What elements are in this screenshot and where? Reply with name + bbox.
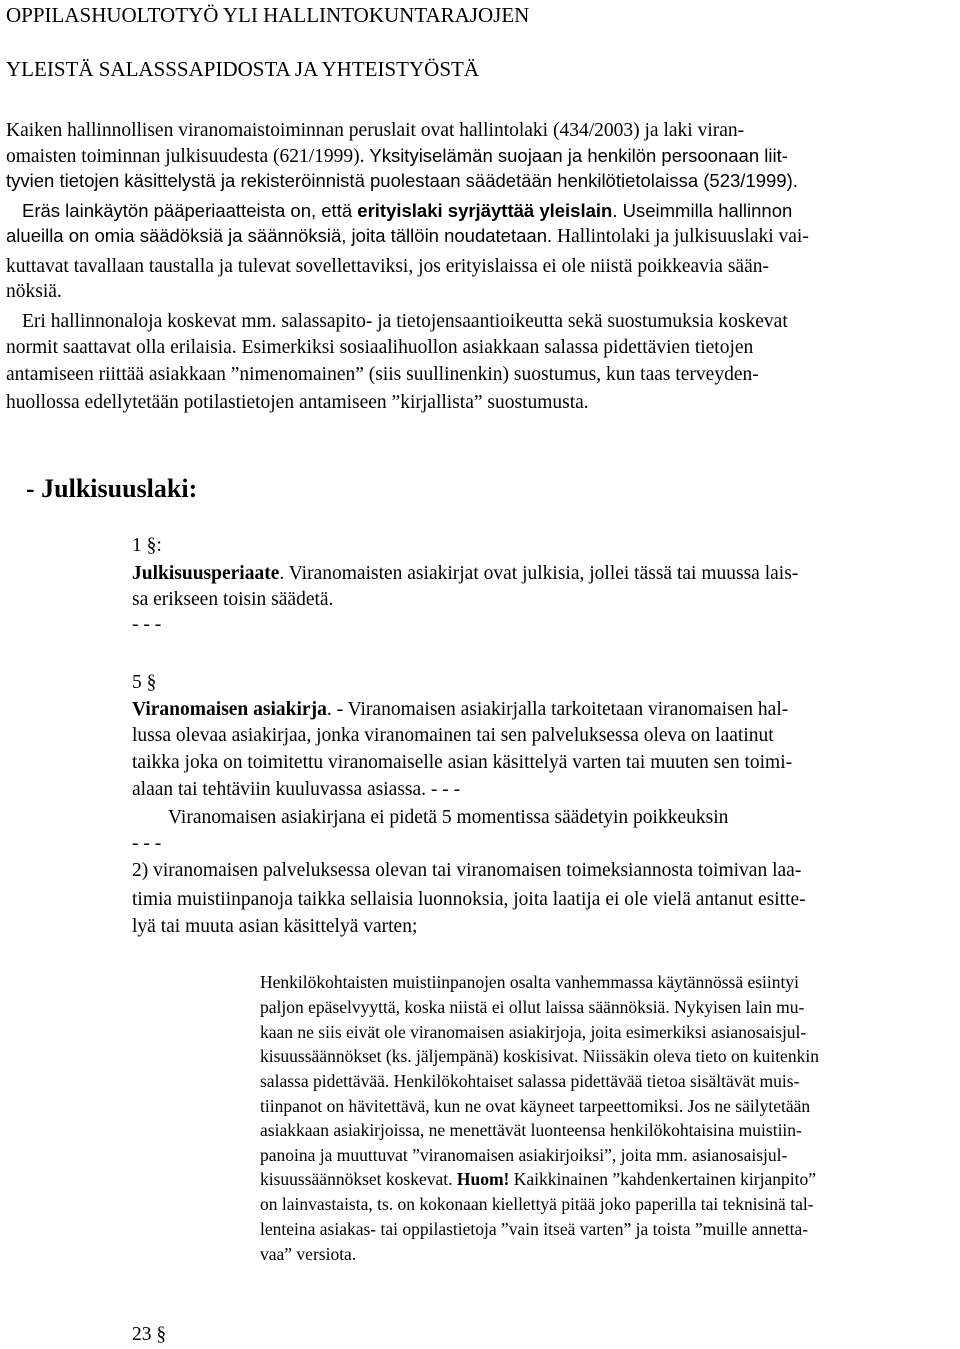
section-text: Viranomaisen asiakirjana ei pidetä 5 momentissa säädetyin poikkeuksin	[168, 807, 729, 828]
note-line: vaa” versiota.	[260, 1244, 357, 1264]
intro-line: kuttavat tavallaan taustalla ja tulevat sovellettaviksi, jos erityislaissa ei ole niistä poikkeavia sään-	[6, 256, 769, 277]
paragraph-line: normit saattavat olla erilaisia. Esimerkiksi sosiaalihuollon asiakkaan salassa pidettävien tietojen	[6, 337, 754, 358]
paragraph-line: huollossa edellytetään potilastietojen antamiseen ”kirjallista” suostumusta.	[6, 392, 589, 413]
section-number: 23 §	[132, 1324, 167, 1345]
section-text: taikka joka on toimitettu viranomaiselle asian käsittelyä varten tai muuten sen toimi-	[132, 752, 793, 773]
intro-line: Kaiken hallinnollisen viranomaistoiminnan peruslait ovat hallintolaki (434/2003) ja laki viran-	[6, 120, 745, 141]
note-line: kisuussäännökset (ks. jäljempänä) koskisivat. Niissäkin oleva tieto on kuitenkin	[260, 1046, 819, 1066]
section-heading: - Julkisuuslaki:	[26, 474, 198, 503]
note-line: Henkilökohtaisten muistiinpanojen osalta vanhemmassa käytännössä esiintyi	[260, 972, 799, 992]
section-text: lussa olevaa asiakirjaa, jonka viranomainen tai sen palveluksessa oleva on laatinut	[132, 725, 774, 746]
note-line: kisuussäännökset koskevat. Huom! Kaikkinainen ”kahdenkertainen kirjanpito”	[260, 1169, 816, 1189]
intro-line: omaisten toiminnan julkisuudesta (621/1999). Yksityiselämän suojaan ja henkilön persoonaan liit-	[6, 145, 788, 167]
section-text: 2) viranomaisen palveluksessa olevan tai viranomaisen toimeksiannosta toimivan laa-	[132, 860, 802, 881]
note-line: asiakkaan asiakirjoissa, ne menettävät luonteensa henkilökohtaisina muistiin-	[260, 1120, 802, 1140]
section-dashes: - - -	[132, 833, 162, 854]
note-line: salassa pidettävää. Henkilökohtaiset salassa pidettävää tietoa sisältävät muis-	[260, 1071, 800, 1091]
section-text: Viranomaisen asiakirja. - Viranomaisen asiakirjalla tarkoitetaan viranomaisen hal-	[132, 699, 789, 720]
sub-heading: YLEISTÄ SALASSSAPIDOSTA JA YHTEISTYÖSTÄ	[6, 57, 480, 81]
paragraph-line: Eri hallinnonaloja koskevat mm. salassapito- ja tietojensaantioikeutta sekä suostumuksia koskevat	[22, 311, 788, 332]
note-line: lenteina asiakas- tai oppilastietoja ”vain itseä varten” ja toista ”muille annetta-	[260, 1219, 809, 1239]
paragraph-line: antamiseen riittää asiakkaan ”nimenomainen” (siis suullinenkin) suostumus, kun taas terveyden-	[6, 364, 759, 385]
section-text: lyä tai muuta asian käsittelyä varten;	[132, 916, 418, 937]
note-line: tiinpanot on hävitettävä, kun ne ovat käyneet tarpeettomiksi. Jos ne säilytetään	[260, 1096, 811, 1116]
note-line: panoina ja muuttuvat ”viranomaisen asiakirjoiksi”, joita mm. asianosaisjul-	[260, 1145, 788, 1165]
section-number: 5 §	[132, 672, 157, 693]
section-text: sa erikseen toisin säädetä.	[132, 589, 334, 610]
note-line: on lainvastaista, ts. on kokonaan kiellettyä pitää joko paperilla tai teknisinä tal-	[260, 1194, 814, 1214]
section-text: timia muistiinpanoja taikka sellaisia luonnoksia, joita laatija ei ole vielä antanut esitte-	[132, 889, 806, 910]
note-line: kaan ne siis eivät ole viranomaisen asiakirjoja, joita esimerkiksi asianosaisjul-	[260, 1022, 807, 1042]
intro-line: tyvien tietojen käsittelystä ja rekisteröinnistä puolestaan säädetään henkilötietolaissa (523/1999).	[6, 170, 798, 191]
main-heading: OPPILASHUOLTOTYÖ YLI HALLINTOKUNTARAJOJEN	[6, 3, 530, 27]
intro-line: alueilla on omia säädöksiä ja säännöksiä, joita tällöin noudatetaan. Hallintolaki ja julkisuuslaki vai-	[6, 225, 809, 247]
section-text: Julkisuusperiaate. Viranomaisten asiakirjat ovat julkisia, jollei tässä tai muussa lais-	[132, 563, 799, 584]
section-text: alaan tai tehtäviin kuuluvassa asiassa. - - -	[132, 779, 461, 800]
note-line: paljon epäselvyyttä, koska niistä ei ollut laissa säännöksiä. Nykyisen lain mu-	[260, 997, 805, 1017]
section-number: 1 §:	[132, 535, 162, 556]
intro-line: nöksiä.	[6, 281, 62, 302]
section-dashes: - - -	[132, 614, 162, 635]
intro-line: Eräs lainkäytön pääperiaatteista on, että erityislaki syrjäyttää yleislain. Useimmilla hallinnon	[22, 200, 793, 221]
